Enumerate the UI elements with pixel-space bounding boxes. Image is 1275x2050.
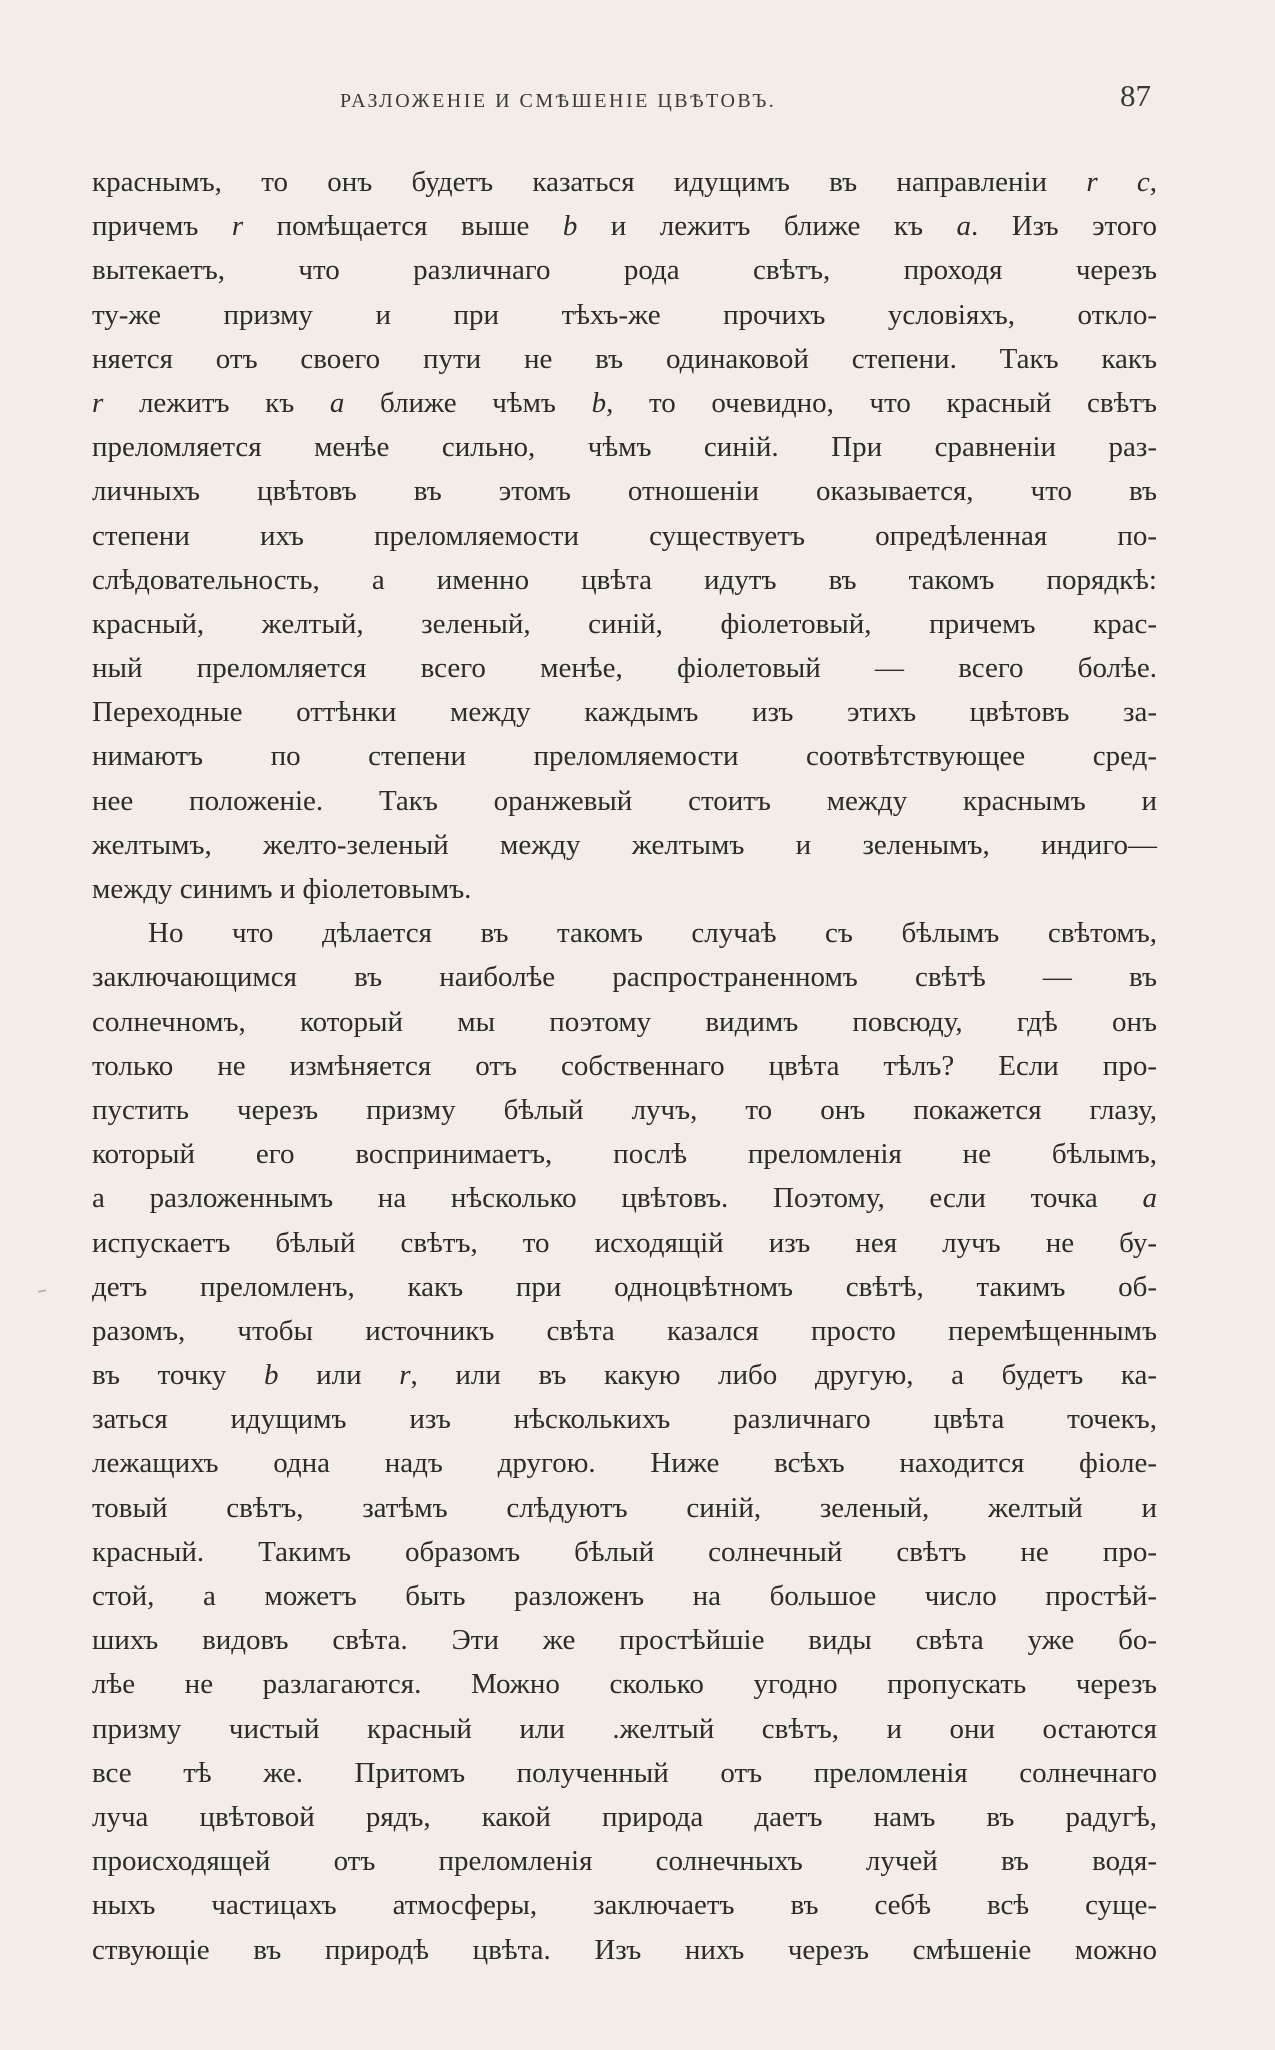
text-line: красный, желтый, зеленый, синій, фіолетовый, причемъ крас- <box>92 607 1157 640</box>
text-line: степени ихъ преломляемости существуетъ опредѣленная по- <box>92 519 1157 552</box>
text-line: ный преломляется всего менѣе, фіолетовый — всего болѣе. <box>92 652 1157 685</box>
paragraph-1 <box>92 160 1157 911</box>
text-line: происходящей отъ преломленія солнечныхъ лучей въ водя- <box>92 1845 1157 1878</box>
text-line: красный. Такимъ образомъ бѣлый солнечный свѣтъ не про- <box>92 1535 1157 1568</box>
text-line: а разложеннымъ на нѣсколько цвѣтовъ. Поэтому, если точка a <box>92 1182 1157 1215</box>
text-line: r лежитъ къ a ближе чѣмъ b, то очевидно, что красный свѣтъ <box>92 386 1157 419</box>
text-line: няется отъ своего пути не въ одинаковой степени. Такъ какъ <box>92 342 1157 375</box>
running-title: РАЗЛОЖЕНІЕ И СМѢШЕНІЕ ЦВѢТОВЪ. <box>340 90 777 112</box>
text-line: Но что дѣлается въ такомъ случаѣ съ бѣлымъ свѣтомъ, <box>148 917 1157 950</box>
text-line: лежащихъ одна надъ другою. Ниже всѣхъ находится фіоле- <box>92 1447 1157 1480</box>
text-line: заключающимся въ наиболѣе распространенномъ свѣтѣ — въ <box>92 961 1157 994</box>
text-line: вытекаетъ, что различнаго рода свѣтъ, проходя черезъ <box>92 254 1157 287</box>
text-line: краснымъ, то онъ будетъ казаться идущимъ въ направленіи r c, <box>92 166 1158 198</box>
text-line: Переходные оттѣнки между каждымъ изъ этихъ цвѣтовъ за- <box>92 696 1157 729</box>
text-line: луча цвѣтовой рядъ, какой природа даетъ намъ въ радугѣ, <box>92 1800 1157 1833</box>
text-line: призму чистый красный или .желтый свѣтъ, и они остаются <box>92 1712 1157 1745</box>
text-line: шихъ видовъ свѣта. Эти же простѣйшіе виды свѣта уже бо- <box>92 1624 1157 1657</box>
text-line: причемъ r помѣщается выше b и лежитъ ближе къ a. Изъ этого <box>92 210 1157 243</box>
text-line: разомъ, чтобы источникъ свѣта казался просто перемѣщеннымъ <box>92 1314 1157 1347</box>
text-line: заться идущимъ изъ нѣсколькихъ различнаго цвѣта точекъ, <box>92 1403 1157 1436</box>
text-line: который его воспринимаетъ, послѣ преломленія не бѣлымъ, <box>92 1138 1157 1171</box>
page-number: 87 <box>1120 78 1151 113</box>
text-line: только не измѣняется отъ собственнаго цвѣта тѣлъ? Если про- <box>92 1049 1157 1082</box>
text-line: товый свѣтъ, затѣмъ слѣдуютъ синій, зеленый, желтый и <box>92 1491 1157 1524</box>
body-text <box>92 160 1157 1972</box>
text-line: ныхъ частицахъ атмосферы, заключаетъ въ себѣ всѣ суще- <box>92 1889 1157 1922</box>
text-line: лѣе не разлагаются. Можно сколько угодно пропускать черезъ <box>92 1668 1157 1701</box>
text-line: детъ преломленъ, какъ при одноцвѣтномъ свѣтѣ, такимъ об- <box>92 1270 1157 1303</box>
text-line: желтымъ, желто-зеленый между желтымъ и зеленымъ, индиго— <box>92 828 1157 861</box>
text-line: преломляется менѣе сильно, чѣмъ синій. При сравненіи раз- <box>92 431 1157 464</box>
text-line: все тѣ же. Притомъ полученный отъ преломленія солнечнаго <box>92 1756 1157 1789</box>
text-line: нее положеніе. Такъ оранжевый стоитъ между краснымъ и <box>92 784 1157 817</box>
paragraph-2 <box>92 911 1157 1972</box>
text-line: нимаютъ по степени преломляемости соотвѣтствующее сред- <box>92 740 1157 773</box>
text-line: солнечномъ, который мы поэтому видимъ повсюду, гдѣ онъ <box>92 1005 1157 1038</box>
text-line: испускаетъ бѣлый свѣтъ, то исходящій изъ нея лучъ не бу- <box>92 1226 1157 1259</box>
text-line: ту-же призму и при тѣхъ-же прочихъ условіяхъ, откло- <box>92 298 1157 331</box>
text-line: личныхъ цвѣтовъ въ этомъ отношеніи оказывается, что въ <box>92 475 1157 508</box>
text-line: пустить черезъ призму бѣлый лучъ, то онъ покажется глазу, <box>92 1093 1157 1126</box>
text-line: въ точку b или r, или въ какую либо другую, а будетъ ка- <box>92 1359 1157 1392</box>
running-header <box>92 78 1275 128</box>
text-line: стой, а можетъ быть разложенъ на большое число простѣй- <box>92 1580 1157 1612</box>
margin-mark <box>38 1289 46 1293</box>
text-line: ствующіе въ природѣ цвѣта. Изъ нихъ черезъ смѣшеніе можно <box>92 1933 1157 1966</box>
text-line: слѣдовательность, а именно цвѣта идутъ въ такомъ порядкѣ: <box>92 563 1157 596</box>
text-line: между синимъ и фіолетовымъ. <box>92 873 472 905</box>
